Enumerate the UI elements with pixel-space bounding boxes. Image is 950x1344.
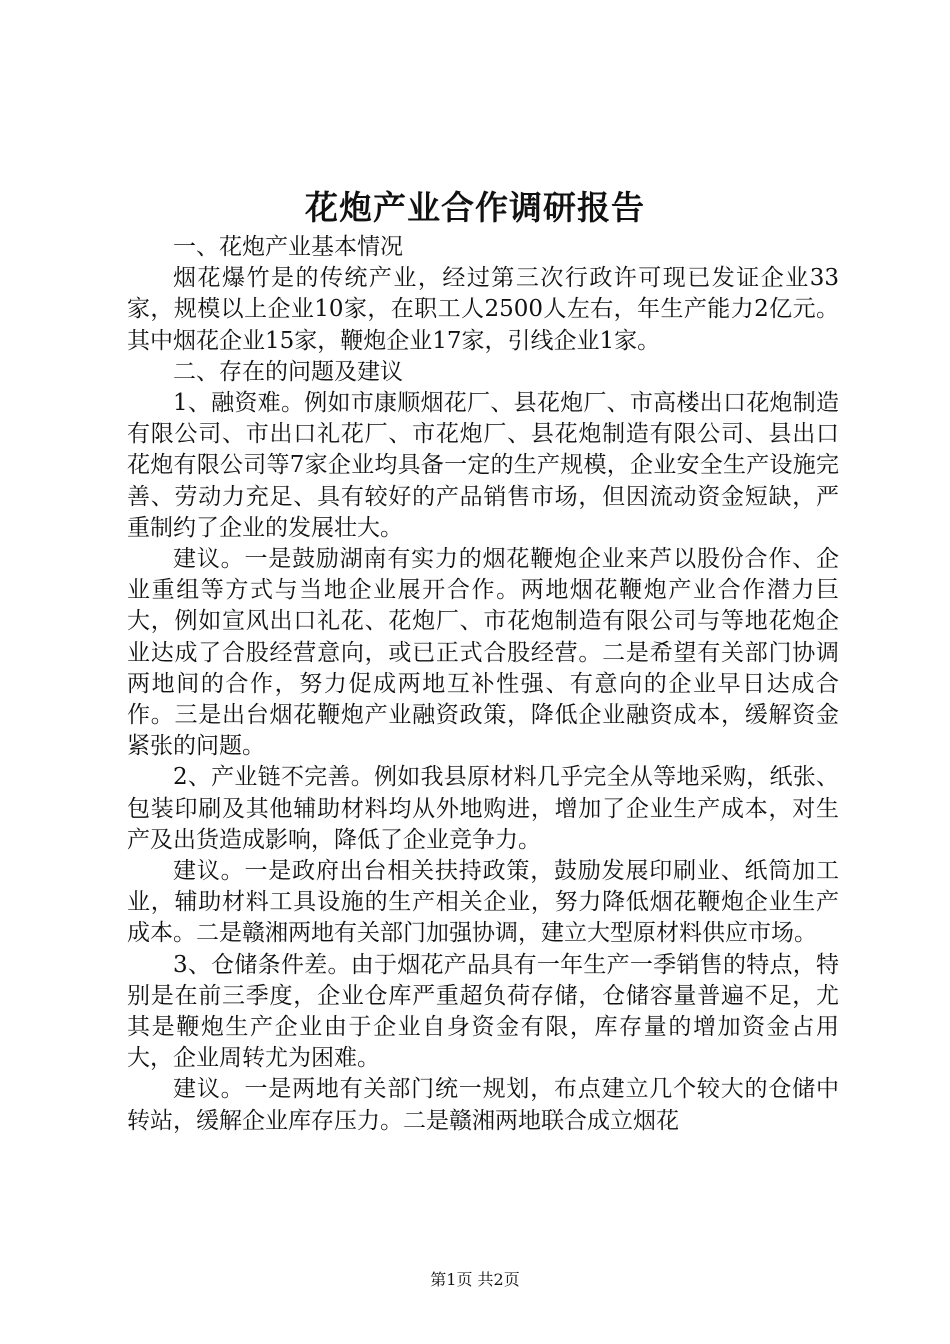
paragraph-industry-overview: 烟花爆竹是的传统产业，经过第三次行政许可现已发证企业33家，规模以上企业10家，在职工人2500人左右，年生产能力2亿元。其中烟花企业15家，鞭炮企业17家，引线企业1家。 [127, 265, 839, 354]
page-number-footer: 第1页 共2页 [430, 1270, 520, 1289]
paragraph-industry-chain: 2、产业链不完善。例如我县原材料几乎完全从等地采购，纸张、包装印刷及其他辅助材料均从外地购进，增加了企业生产成本，对生产及出货造成影响，降低了企业竞争力。 [127, 764, 839, 853]
paragraph-storage-suggestion: 建议。一是两地有关部门统一规划，布点建立几个较大的仓储中转站，缓解企业库存压力。二是赣湘两地联合成立烟花 [127, 1076, 839, 1134]
paragraph-industry-chain-suggestion: 建议。一是政府出台相关扶持政策，鼓励发展印刷业、纸筒加工业，辅助材料工具设施的生产相关企业，努力降低烟花鞭炮企业生产成本。二是赣湘两地有关部门加强协调，建立大型原材料供应市场。 [127, 858, 839, 947]
section-heading-basic-situation: 一、花炮产业基本情况 [173, 234, 403, 260]
section-heading-problems-suggestions: 二、存在的问题及建议 [173, 358, 403, 385]
paragraph-storage-conditions: 3、仓储条件差。由于烟花产品具有一年生产一季销售的特点，特别是在前三季度，企业仓库严重超负荷存储，仓储容量普遍不足，尤其是鞭炮生产企业由于企业自身资金有限，库存量的增加资金占用大，企业周转尤为困难。 [127, 951, 839, 1072]
paragraph-financing-suggestion: 建议。一是鼓励湖南有实力的烟花鞭炮企业来芦以股份合作、企业重组等方式与当地企业展开合作。两地烟花鞭炮产业合作潜力巨大，例如宣风出口礼花、花炮厂、市花炮制造有限公司与等地花炮企业达成了合股经营意向，或已正式合股经营。二是希望有关部门协调两地间的合作，努力促成两地互补性强、有意向的企业早日达成合作。三是出台烟花鞭炮产业融资政策，降低企业融资成本，缓解资金紧张的问题。 [127, 546, 839, 760]
document-title: 花炮产业合作调研报告 [305, 188, 645, 227]
paragraph-financing-difficulty: 1、融资难。例如市康顺烟花厂、县花炮厂、市高楼出口花炮制造有限公司、市出口礼花厂、市花炮厂、县花炮制造有限公司、县出口花炮有限公司等7家企业均具备一定的生产规模，企业安全生产设施完善、劳动力充足、具有较好的产品销售市场，但因流动资金短缺，严重制约了企业的发展壮大。 [127, 390, 839, 541]
document-body [127, 232, 839, 1137]
